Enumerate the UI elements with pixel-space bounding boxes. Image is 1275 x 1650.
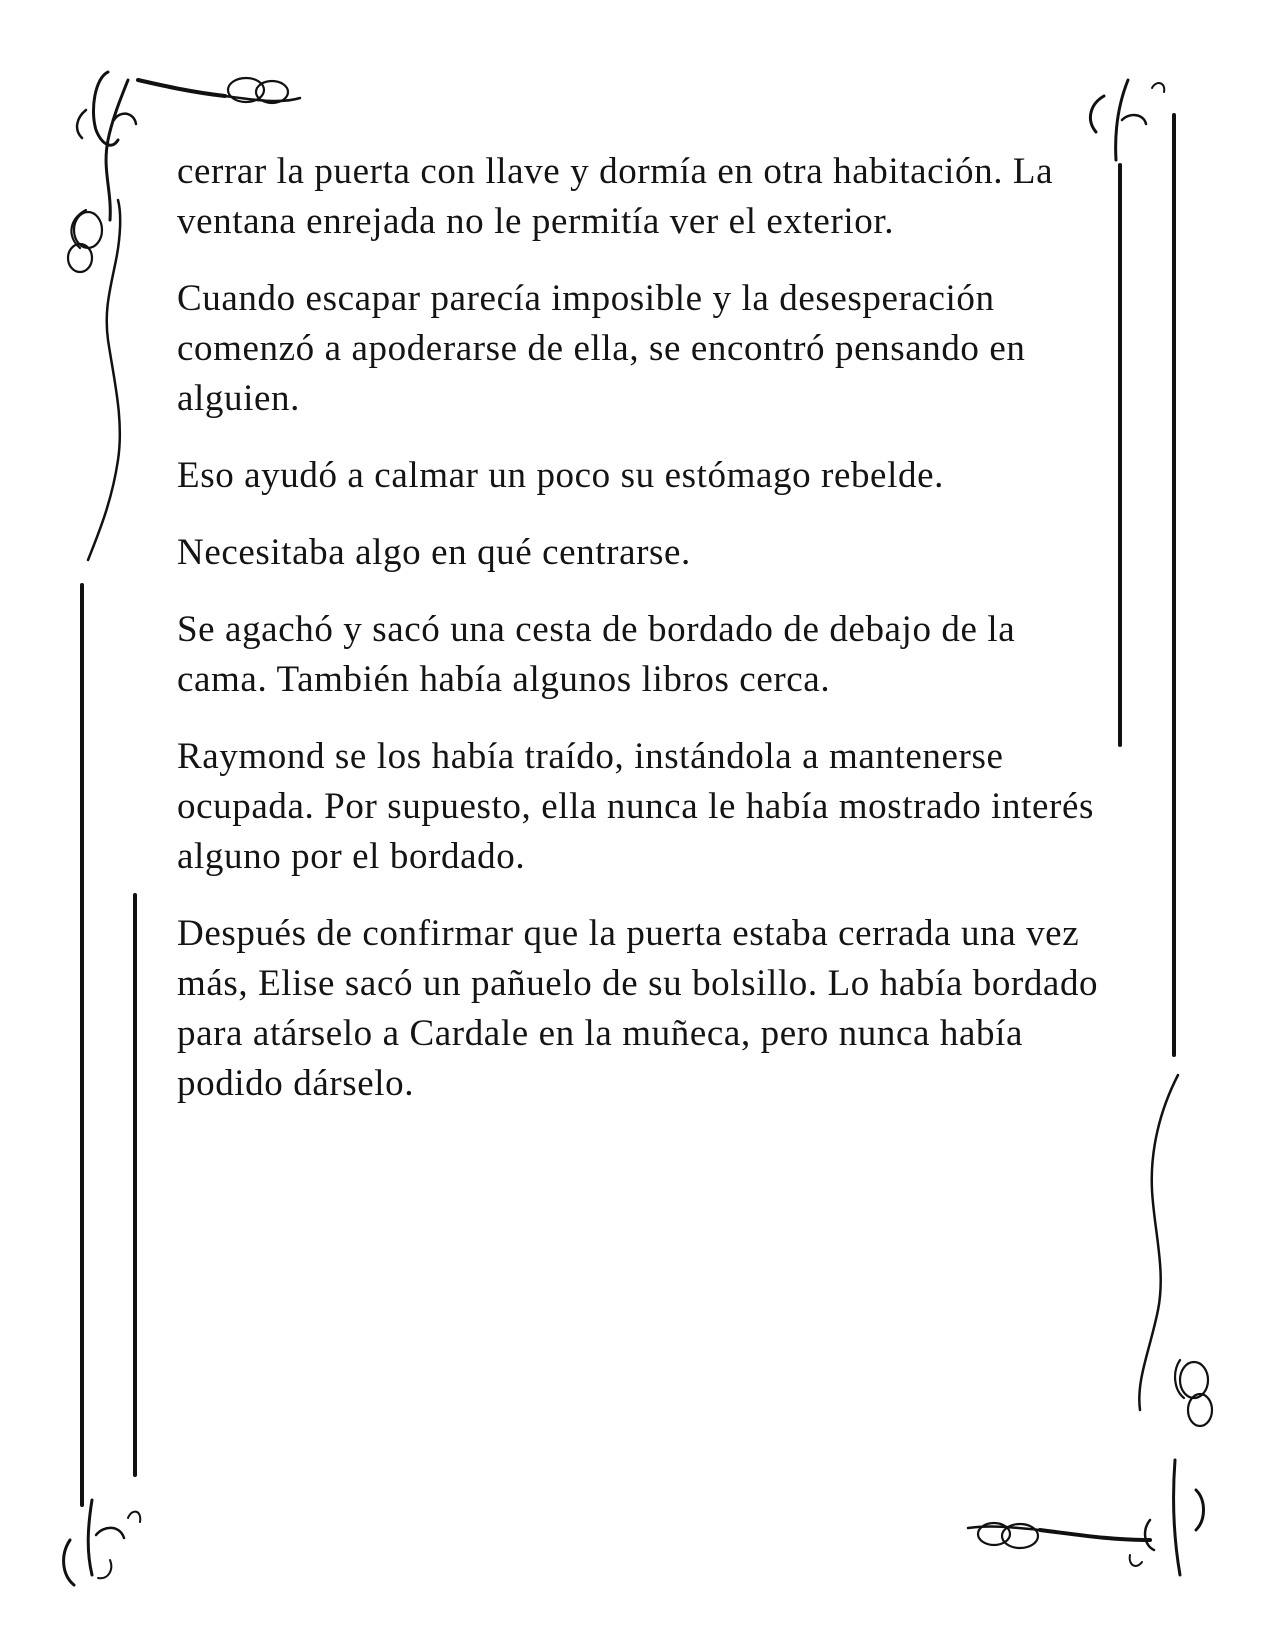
flourish-bottom-right <box>968 1075 1212 1575</box>
paragraph: Cuando escapar parecía imposible y la desesperación comenzó a apoderarse de ella, se encontró pensando en alguien. <box>177 278 1026 419</box>
paragraph: Necesitaba algo en qué centrarse. <box>177 532 691 573</box>
paragraph: Eso ayudó a calmar un poco su estómago rebelde. <box>177 455 944 496</box>
paragraph: Después de confirmar que la puerta estaba cerrada una vez más, Elise sacó un pañuelo de su bolsillo. Lo había bordado para atárselo a Cardale en la muñeca, pero nunca había podido dárselo. <box>177 913 1099 1104</box>
body-text <box>177 147 1107 1136</box>
paragraph: Raymond se los había traído, instándola a mantenerse ocupada. Por supuesto, ella nunca le había mostrado interés alguno por el bordado. <box>177 736 1094 877</box>
paragraph: Se agachó y sacó una cesta de bordado de debajo de la cama. También había algunos libros cerca. <box>177 609 1016 700</box>
flourish-bottom-left <box>64 1500 141 1585</box>
paragraph: cerrar la puerta con llave y dormía en otra habitación. La ventana enrejada no le permitía ver el exterior. <box>177 151 1054 242</box>
